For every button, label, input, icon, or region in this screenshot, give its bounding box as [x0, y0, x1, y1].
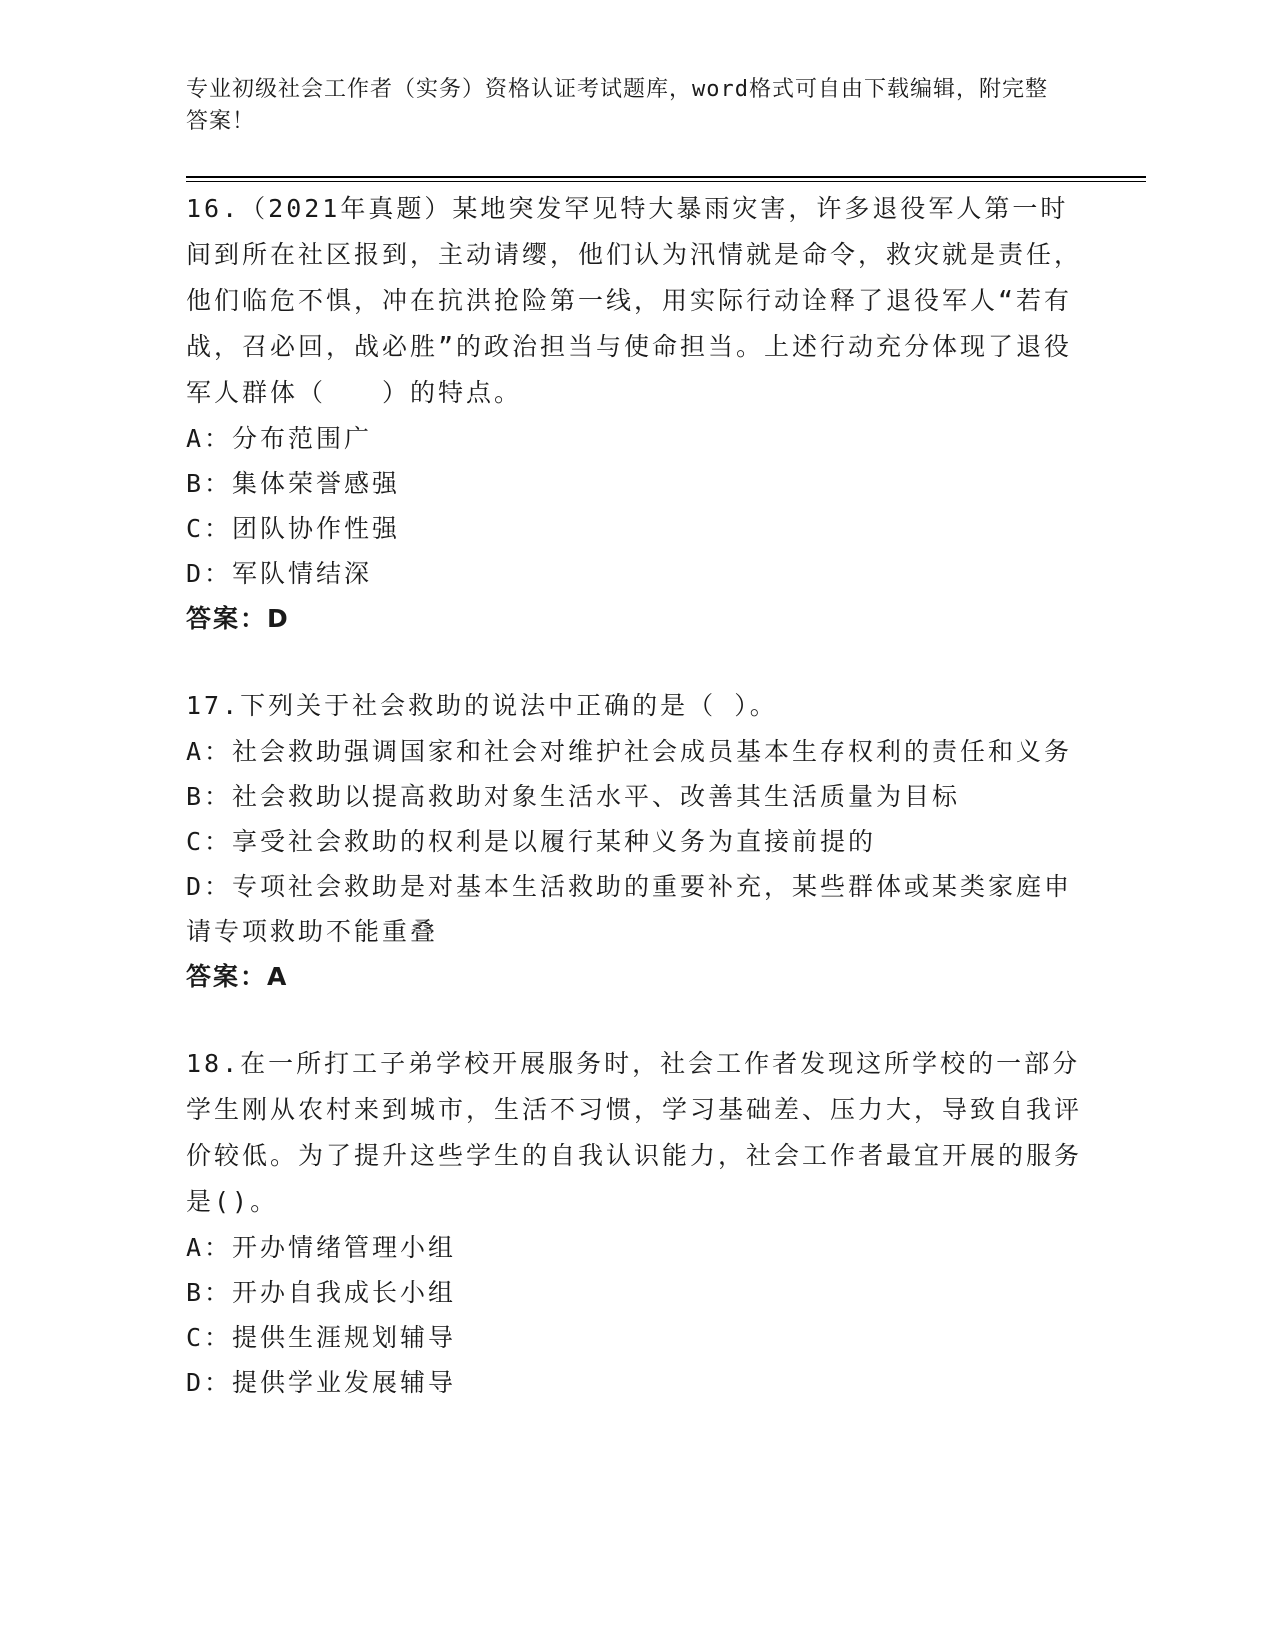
- option-a: A：开办情绪管理小组: [186, 1233, 457, 1262]
- answer: 答案：A: [186, 962, 289, 991]
- question-stem: 18.在一所打工子弟学校开展服务时，社会工作者发现这所学校的一部分学生刚从农村来到城市，生活不习惯，学习基础差、压力大，导致自我评价较低。为了提升这些学生的自我认识能力，社会工作者最宜开展的服务是()。: [186, 1049, 1083, 1216]
- option-c: C：提供生涯规划辅导: [186, 1323, 457, 1352]
- header-divider-thin: [186, 181, 1146, 182]
- question-stem: 16.（2021年真题）某地突发罕见特大暴雨灾害，许多退役军人第一时间到所在社区报到，主动请缨，他们认为汛情就是命令，救灾就是责任，他们临危不惧，冲在抗洪抢险第一线，用实际行动诠释了退役军人“若有战，召必回，战必胜”的政治担当与使命担当。上述行动充分体现了退役军人群体（ ）的特点。: [186, 194, 1083, 407]
- question-17: [186, 683, 1086, 999]
- question-list: [186, 186, 1086, 1405]
- option-d: D：军队情结深: [186, 559, 373, 588]
- option-d: D：专项社会救助是对基本生活救助的重要补充，某些群体或某类家庭申请专项救助不能重叠: [186, 872, 1073, 946]
- question-16: [186, 186, 1086, 641]
- option-b: B：开办自我成长小组: [186, 1278, 457, 1307]
- answer: 答案：D: [186, 604, 290, 633]
- option-c: C：团队协作性强: [186, 514, 401, 543]
- option-c: C：享受社会救助的权利是以履行某种义务为直接前提的: [186, 827, 877, 856]
- page-header: 专业初级社会工作者（实务）资格认证考试题库，word格式可自由下载编辑，附完整答案！: [186, 77, 1048, 134]
- option-b: B：集体荣誉感强: [186, 469, 401, 498]
- question-stem: 17.下列关于社会救助的说法中正确的是（ ）。: [186, 691, 778, 720]
- header-divider-thick: [186, 176, 1146, 178]
- option-a: A：分布范围广: [186, 424, 373, 453]
- option-a: A：社会救助强调国家和社会对维护社会成员基本生存权利的责任和义务: [186, 737, 1073, 766]
- question-18: [186, 1041, 1086, 1405]
- option-d: D：提供学业发展辅导: [186, 1368, 457, 1397]
- option-b: B：社会救助以提高救助对象生活水平、改善其生活质量为目标: [186, 782, 961, 811]
